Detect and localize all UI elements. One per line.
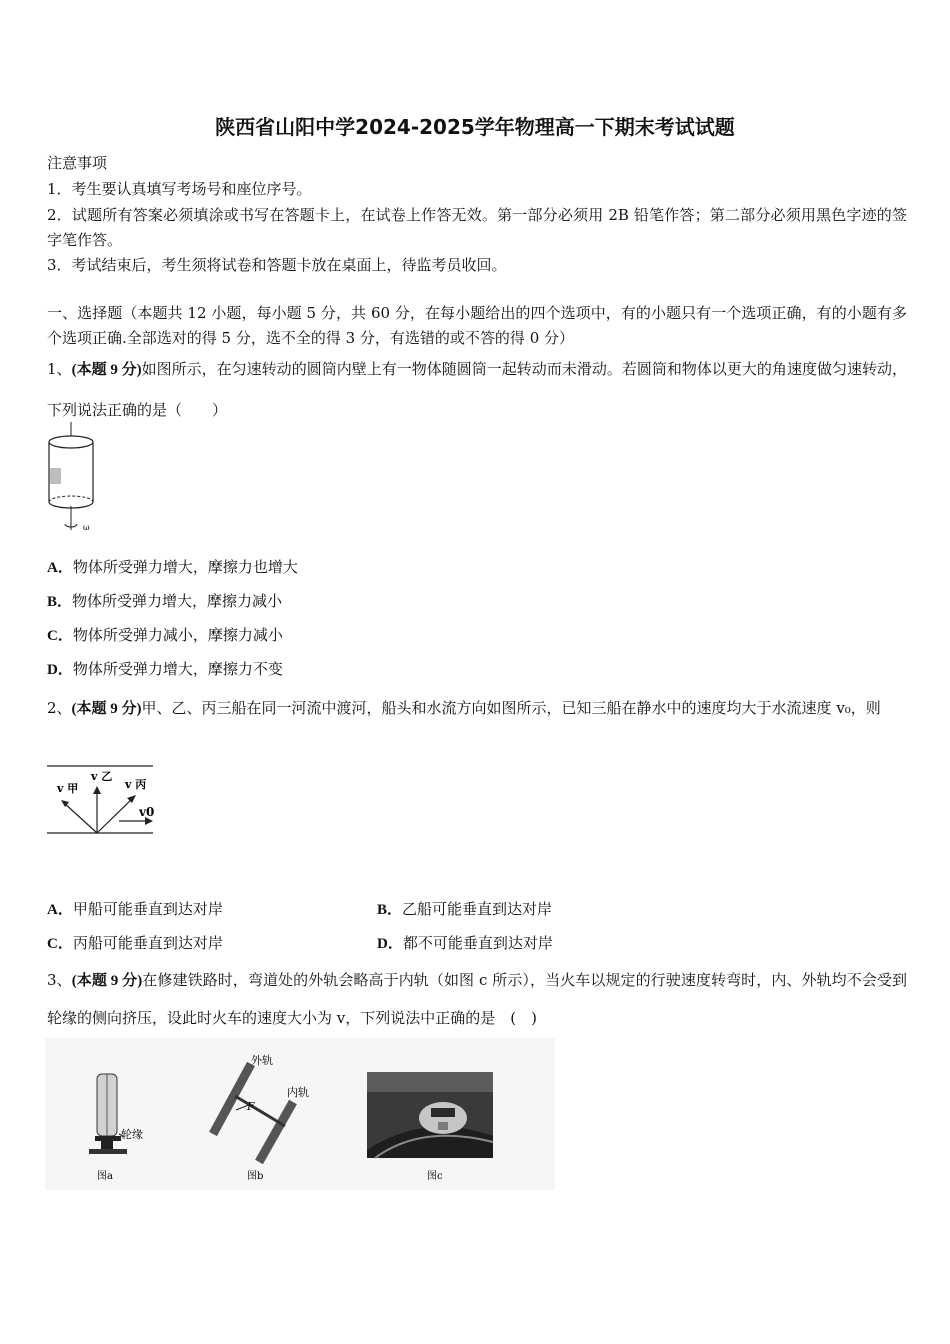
force-label: F <box>247 1100 255 1113</box>
question-score: (本题 9 分) <box>71 701 142 717</box>
option-a: A．甲船可能垂直到达对岸 <box>47 900 223 918</box>
notice-item: 3．考试结束后，考生须将试卷和答题卡放在桌面上，待监考员收回。 <box>47 256 507 274</box>
inner-rail-label: 内轨 <box>287 1086 309 1099</box>
question-score: (本题 9 分) <box>71 973 143 989</box>
figure-b-caption: 图b <box>247 1171 264 1182</box>
option-d: D．物体所受弹力增大，摩擦力不变 <box>47 660 283 678</box>
section-heading: 一、选择题（本题共 12 小题，每小题 5 分，共 60 分，在每小题给出的四个选项中，有的小题只有一个选项正确，有的小题有多个选项正确.全部选对的得 5 分，选不全的得 3 分，有选错的或不答的得 0 分） <box>47 304 907 347</box>
option-b: B．物体所受弹力增大，摩擦力减小 <box>47 592 283 610</box>
v-jia-label: v 甲 <box>57 782 79 795</box>
notice-item: 2．试题所有答案必须填涂或书写在答题卡上，在试卷上作答无效。第一部分必须用 2B 铅笔作答；第二部分必须用黑色字迹的签字笔作答。 <box>47 206 907 249</box>
option-c: C．丙船可能垂直到达对岸 <box>47 934 223 952</box>
option-d: D．都不可能垂直到达对岸 <box>377 934 553 952</box>
question-number: 3、 <box>47 971 72 989</box>
option-a: A．物体所受弹力增大，摩擦力也增大 <box>47 558 298 576</box>
question-stem: 甲、乙、丙三船在同一河流中渡河，船头和水流方向如图所示，已知三船在静水中的速度均大于水流速度 v₀，则 <box>141 699 881 717</box>
outer-rail-label: 外轨 <box>251 1054 273 1067</box>
figure-a-caption: 图a <box>97 1171 113 1182</box>
notice-heading: 注意事项 <box>47 154 108 172</box>
notice-item: 1．考生要认真填写考场号和座位序号。 <box>47 180 312 198</box>
page-title: 陕西省山阳中学2024-2025学年物理高一下期末考试试题 <box>215 115 735 139</box>
option-b: B．乙船可能垂直到达对岸 <box>377 900 553 918</box>
wheel-flange-label: 轮缘 <box>121 1128 143 1141</box>
question-2 <box>47 688 907 729</box>
question-3 <box>47 962 907 1037</box>
question-number: 1、 <box>47 360 72 378</box>
omega-label: ω <box>83 523 90 532</box>
v-bing-label: v 丙 <box>125 778 147 791</box>
railway-figures <box>45 1038 555 1190</box>
figure-c-caption: 图c <box>427 1171 443 1182</box>
question-stem: 在修建铁路时，弯道处的外轨会略高于内轨（如图 c 所示），当火车以规定的行驶速度转弯时，内、外轨均不会受到轮缘的侧向挤压，设此时火车的速度大小为 v，下列说法中正确的是 ( ) <box>47 971 907 1027</box>
question-1 <box>47 349 907 430</box>
question-number: 2、 <box>47 699 72 717</box>
option-c: C．物体所受弹力减小，摩擦力减小 <box>47 626 283 644</box>
question-score: (本题 9 分) <box>71 362 142 378</box>
cylinder-figure <box>45 420 115 540</box>
v-yi-label: v 乙 <box>91 770 113 783</box>
question-stem: 如图所示，在匀速转动的圆筒内壁上有一物体随圆筒一起转动而未滑动。若圆筒和物体以更大的角速度做匀速转动，下列说法正确的是（ ） <box>47 360 907 419</box>
river-figure <box>45 762 160 837</box>
v0-label: v0 <box>139 805 155 819</box>
